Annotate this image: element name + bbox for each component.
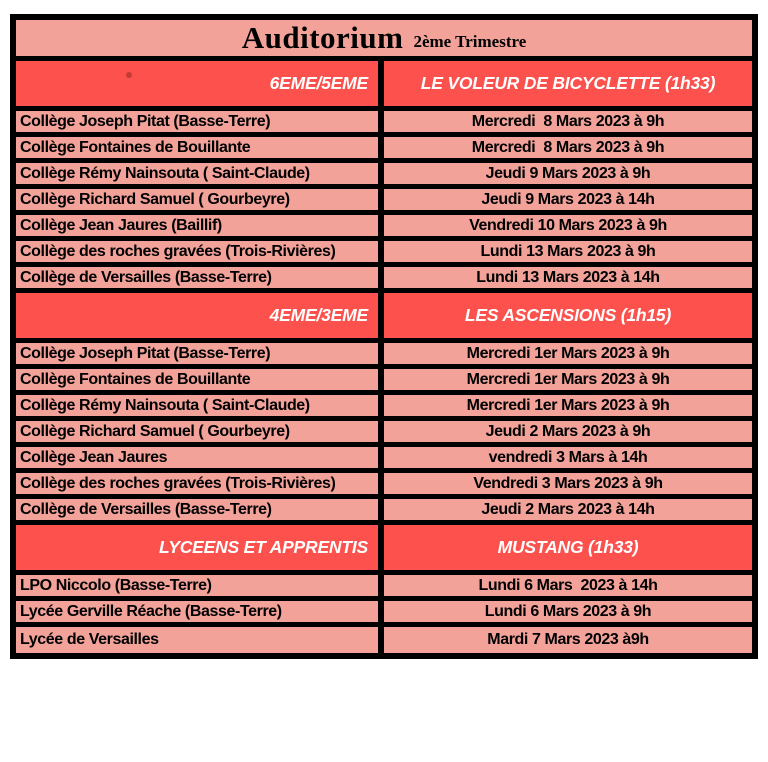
film-cell	[384, 61, 752, 106]
datetime-cell: Jeudi 9 Mars 2023 à 9h	[485, 164, 651, 182]
schedule-row	[16, 137, 752, 163]
film-cell	[384, 525, 752, 570]
schedule-row	[16, 163, 752, 189]
datetime-cell: Lundi 13 Mars 2023 à 9h	[480, 242, 656, 260]
schedule-row	[16, 499, 752, 525]
schedule-row	[16, 473, 752, 499]
section-header-lyceens	[16, 525, 752, 575]
datetime-cell: vendredi 3 Mars à 14h	[488, 448, 648, 466]
school-cell: Collège Rémy Nainsouta ( Saint-Claude)	[16, 163, 384, 184]
school-cell: Collège Fontaines de Bouillante	[16, 369, 384, 390]
datetime-cell: Mercredi 8 Mars 2023 à 9h	[471, 138, 665, 156]
film-label: MUSTANG (1h33)	[497, 537, 639, 557]
datetime-cell: Mercredi 1er Mars 2023 à 9h	[466, 370, 670, 388]
film-cell	[384, 293, 752, 338]
group-label: 6EME/5EME	[269, 73, 368, 93]
school-cell: Collège Jean Jaures (Baillif)	[16, 215, 384, 236]
datetime-cell: Vendredi 3 Mars 2023 à 9h	[473, 474, 663, 492]
auditorium-schedule-table	[10, 14, 758, 659]
schedule-row	[16, 111, 752, 137]
school-cell: Collège Richard Samuel ( Gourbeyre)	[16, 421, 384, 442]
datetime-cell: Jeudi 2 Mars 2023 à 9h	[485, 422, 651, 440]
group-label: LYCEENS ET APPRENTIS	[159, 537, 368, 557]
school-cell: Collège Richard Samuel ( Gourbeyre)	[16, 189, 384, 210]
table-title-row	[16, 20, 752, 61]
datetime-cell: Vendredi 10 Mars 2023 à 9h	[469, 216, 667, 234]
school-cell: Collège des roches gravées (Trois-Rivières)	[16, 241, 384, 262]
schedule-row	[16, 189, 752, 215]
datetime-cell: Mercredi 1er Mars 2023 à 9h	[466, 344, 670, 362]
group-cell	[16, 61, 384, 106]
school-cell: Collège Rémy Nainsouta ( Saint-Claude)	[16, 395, 384, 416]
film-label: LES ASCENSIONS (1h15)	[464, 305, 672, 325]
school-cell: Collège Jean Jaures	[16, 447, 384, 468]
page-subtitle: 2ème Trimestre	[413, 32, 527, 51]
schedule-row	[16, 395, 752, 421]
school-cell: Collège Joseph Pitat (Basse-Terre)	[16, 343, 384, 364]
film-label: LE VOLEUR DE BICYCLETTE (1h33)	[420, 73, 716, 93]
section-header-6eme-5eme	[16, 61, 752, 111]
school-cell: Collège Fontaines de Bouillante	[16, 137, 384, 158]
schedule-row	[16, 369, 752, 395]
schedule-row	[16, 447, 752, 473]
group-cell	[16, 293, 384, 338]
school-cell: Lycée de Versailles	[16, 627, 384, 653]
datetime-cell: Lundi 6 Mars 2023 à 14h	[478, 576, 658, 594]
schedule-row	[16, 601, 752, 627]
school-cell: Collège des roches gravées (Trois-Rivières)	[16, 473, 384, 494]
schedule-row	[16, 241, 752, 267]
page-title: Auditorium	[241, 20, 404, 55]
schedule-row	[16, 627, 752, 653]
schedule-row	[16, 267, 752, 293]
school-cell: Lycée Gerville Réache (Basse-Terre)	[16, 601, 384, 622]
schedule-row	[16, 343, 752, 369]
schedule-row	[16, 215, 752, 241]
datetime-cell: Mardi 7 Mars 2023 à9h	[487, 631, 649, 648]
schedule-row	[16, 575, 752, 601]
school-cell: Collège de Versailles (Basse-Terre)	[16, 499, 384, 520]
datetime-cell: Jeudi 2 Mars 2023 à 14h	[481, 500, 655, 518]
group-cell	[16, 525, 384, 570]
schedule-row	[16, 421, 752, 447]
stray-dot	[126, 72, 132, 78]
school-cell: LPO Niccolo (Basse-Terre)	[16, 575, 384, 596]
school-cell: Collège Joseph Pitat (Basse-Terre)	[16, 111, 384, 132]
datetime-cell: Mercredi 1er Mars 2023 à 9h	[466, 396, 670, 414]
datetime-cell: Mercredi 8 Mars 2023 à 9h	[471, 112, 665, 130]
school-cell: Collège de Versailles (Basse-Terre)	[16, 267, 384, 288]
datetime-cell: Lundi 13 Mars 2023 à 14h	[476, 268, 660, 286]
group-label: 4EME/3EME	[269, 305, 368, 325]
datetime-cell: Jeudi 9 Mars 2023 à 14h	[481, 190, 655, 208]
datetime-cell: Lundi 6 Mars 2023 à 9h	[484, 602, 652, 620]
section-header-4eme-3eme	[16, 293, 752, 343]
